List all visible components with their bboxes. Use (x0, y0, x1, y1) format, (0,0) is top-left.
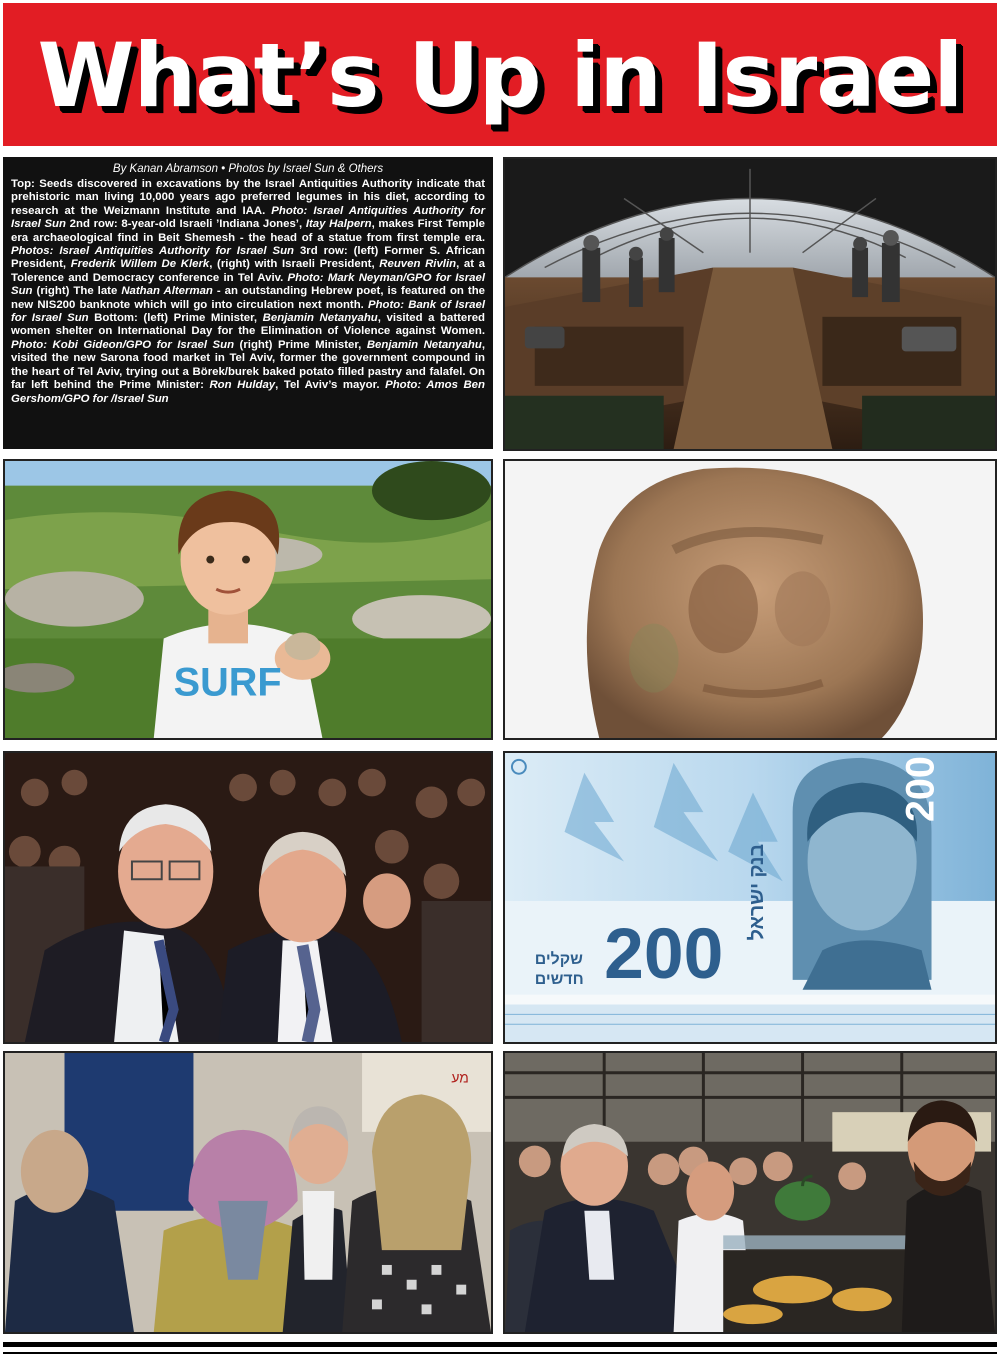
caption-run: (right) Prime Minister, (234, 338, 367, 351)
banknote-currency-2: חדשים (534, 970, 584, 988)
caption-run: , (right) with Israeli President, (209, 258, 380, 271)
caption-credit: Photo: Kobi Gideon/GPO for Israel Sun (11, 338, 235, 351)
caption-box (3, 157, 493, 449)
caption-run: , makes First Temple era archaeological find in Beit Shemesh - the head of a statue from first temple era. (11, 218, 486, 244)
photo-excavation (503, 157, 997, 451)
photo-captions (11, 178, 485, 406)
shirt-text: SURF (173, 660, 282, 705)
bottom-rule-thick (3, 1342, 997, 1347)
caption-credit: Reuven Rivlin (379, 258, 457, 271)
caption-credit: Nathan Alterman (121, 285, 213, 298)
bottom-rule-thin (3, 1352, 997, 1354)
caption-run: , visited a battered women shelter on International Day for the Elimination of Violence against Women. (11, 312, 485, 338)
caption-run: (right) The late (32, 285, 122, 298)
banknote-bank-name: בנק ישראל (745, 843, 768, 941)
caption-run: 2nd row: 8-year-old Israeli ’Indiana Jones’, (65, 218, 306, 231)
caption-run: , at a Tolerence and Democracy conference in Tel Aviv. (11, 258, 485, 284)
caption-credit: Ron Hulday (209, 379, 276, 392)
caption-credit: Photo: Bank of Israel for Israel Sun (11, 298, 485, 325)
photo-shelter-visit (3, 1051, 493, 1334)
caption-credit: Frederik Willem De Klerk (70, 258, 210, 271)
caption-credit: Photo: Mark Neyman/GPO for Israel Sun (11, 271, 485, 298)
caption-credit: Benjamin Netanyahu (262, 312, 378, 325)
banknote-currency-1: שקלים (534, 951, 583, 969)
caption-credit: Photo: Israel Antiquities Authority for Israel Sun (11, 204, 486, 231)
byline: By Kanan Abramson • Photos by Israel Sun & Others (112, 163, 384, 175)
photo-boy-with-find (3, 459, 493, 740)
photo-statue-head (503, 459, 997, 740)
caption-run: , Tel Aviv’s mayor. (275, 379, 386, 392)
caption-run: Top: Seeds discovered in excavations by the Israel Antiquities Authority indicate that prehistoric man living 10,000 years ago preferred legumes in his diet, according to research at the Weizmann Institute and IAA. (11, 178, 485, 217)
photo-presidents (3, 751, 493, 1044)
header-banner (3, 3, 997, 146)
caption-credit: Itay Halpern (305, 218, 372, 231)
photo-market-visit (503, 1051, 997, 1334)
caption-credit: Photos: Israel Antiquities Authority for Israel Sun (11, 245, 294, 258)
sign-text: מע (451, 1069, 469, 1086)
page-title: What’s Up in Israel (37, 24, 963, 127)
caption-run: 3rd row: (left) Former S. African President, (11, 245, 485, 271)
banknote-corner-denomination: 200 (898, 756, 943, 823)
caption-credit: Benjamin Netanyahu (366, 338, 482, 351)
photo-banknote (503, 751, 997, 1044)
caption-run: Bottom: (left) Prime Minister, (88, 312, 263, 325)
caption-credit: Photo: Amos Ben Gershom/GPO for /Israel Sun (11, 379, 485, 405)
caption-run: , visited the new Sarona food market in Tel Aviv, former the government compound in the heart of Tel Aviv, trying out a Börek/burek baked potato filled pastry and falafel. On far left behind the Prime Minister: (11, 338, 485, 392)
caption-run: - an outstanding Hebrew poet, is featured on the new NIS200 banknote which will go into circulation next month. (11, 285, 485, 311)
banknote-denomination: 200 (604, 915, 724, 994)
